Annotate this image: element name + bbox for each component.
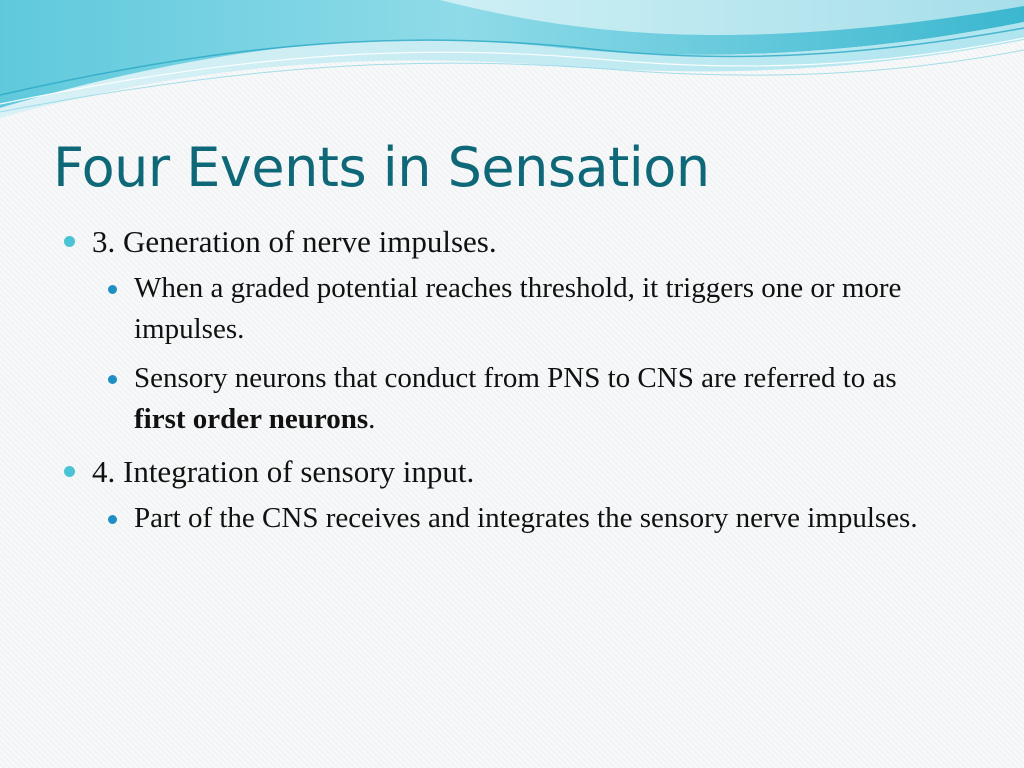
sub-list-item [134,268,934,350]
header-wave-decoration [0,0,1024,130]
sub-list-item-text: Sensory neurons that conduct from PNS to CNS are referred to as [134,362,897,394]
sub-list-item-text: Part of the CNS receives and integrates the sensory nerve impulses. [134,502,918,534]
slide-title: Four Events in Sensation [53,136,710,199]
bold-term: first order neurons [134,403,369,435]
bullet-icon [108,285,117,294]
bullet-icon [108,375,117,384]
list-item [60,222,960,262]
sub-list-item [134,498,934,539]
bullet-icon [64,236,75,247]
slide-body [60,222,960,547]
bullet-icon [108,515,117,524]
list-item [60,452,960,492]
sub-list-item-text-end: . [368,403,376,435]
list-item-text: 4. Integration of sensory input. [92,454,475,489]
sub-list-item [134,358,934,440]
list-item-text: 3. Generation of nerve impulses. [92,224,497,259]
sub-list-item-text: When a graded potential reaches threshold, it triggers one or more impulses. [134,272,902,345]
bullet-icon [64,466,75,477]
